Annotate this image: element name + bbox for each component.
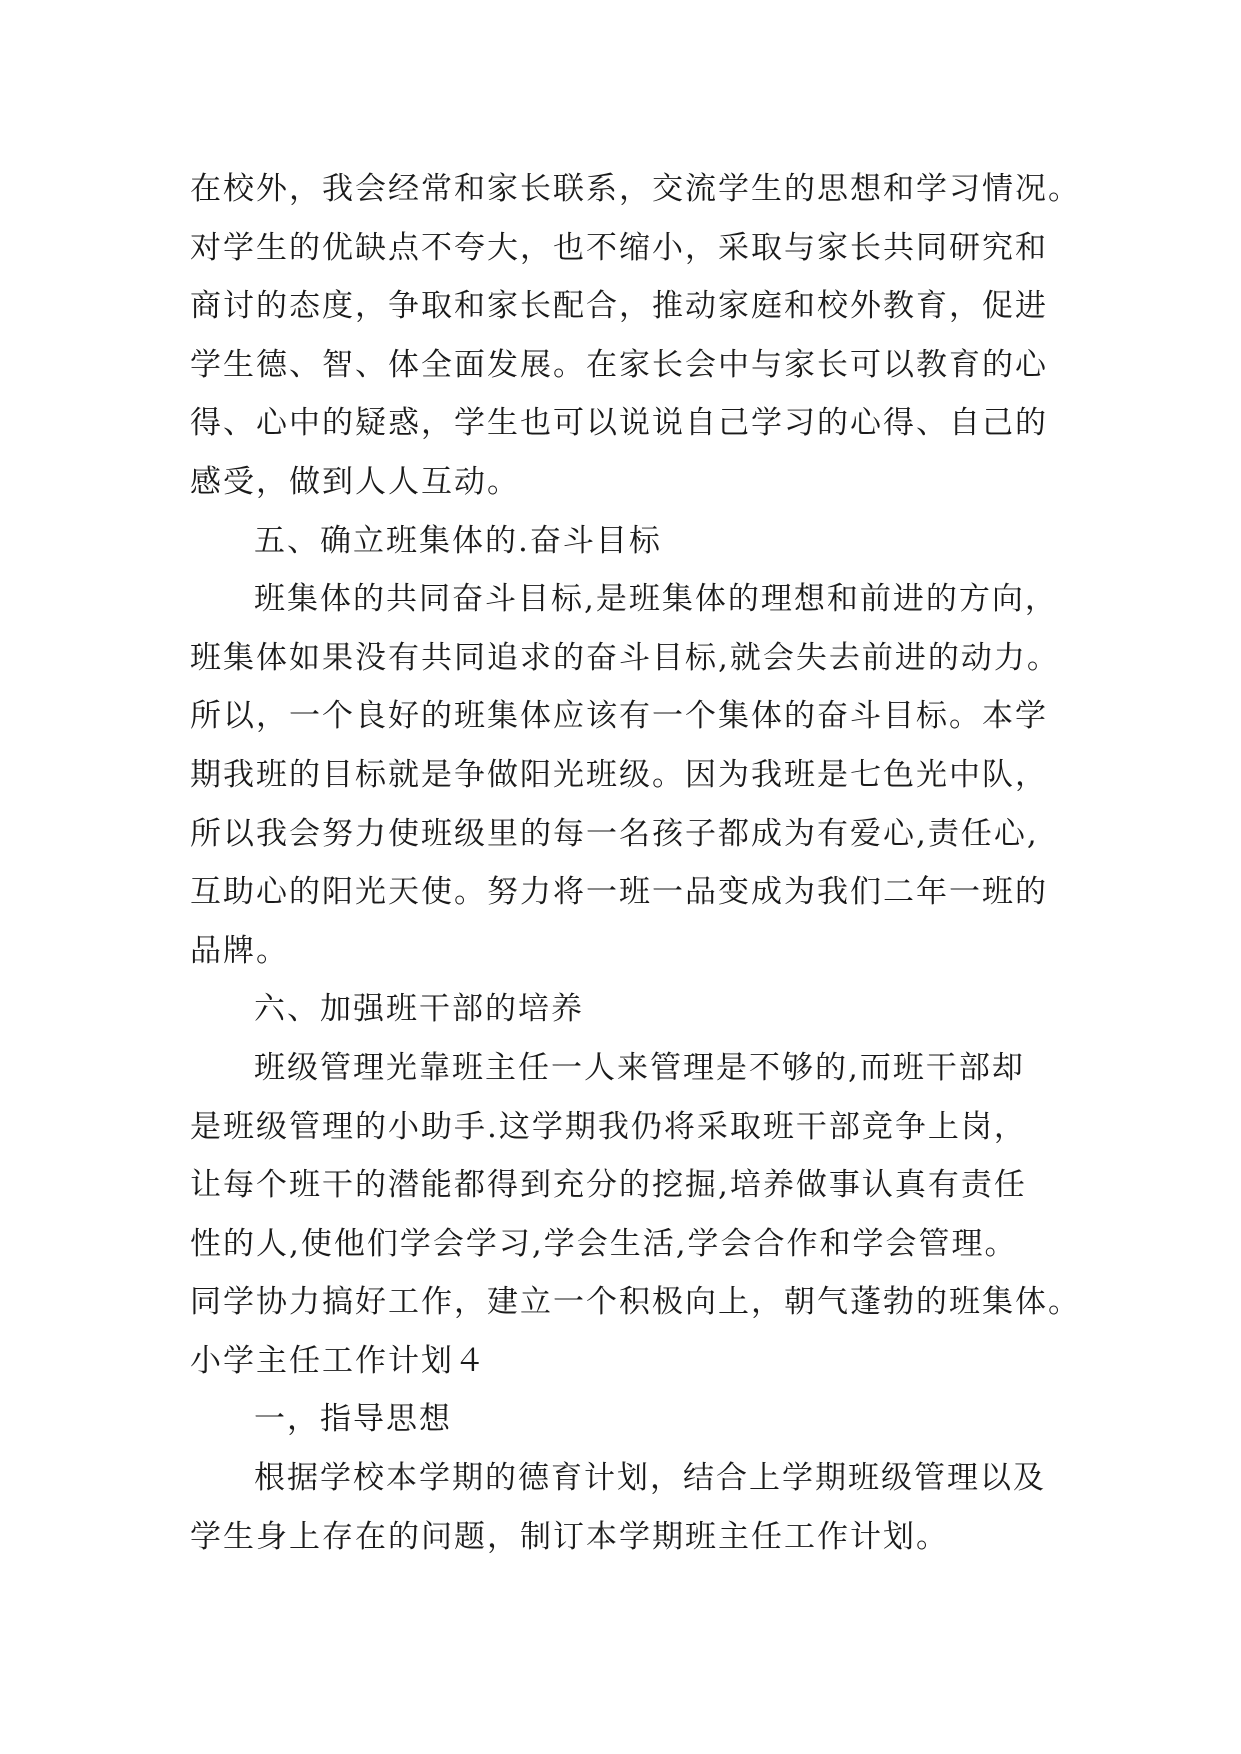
text-line: 学生德、智、体全面发展。在家长会中与家长可以教育的心 <box>190 346 1048 383</box>
text-line: 在校外，我会经常和家长联系，交流学生的思想和学习情况。 <box>190 171 1081 207</box>
text-line: 互助心的阳光天使。努力将一班一品变成为我们二年一班的 <box>190 874 1048 911</box>
section-heading-5: 五、确立班集体的.奋斗目标 <box>254 522 662 559</box>
text-line: 性的人,使他们学会学习,学会生活,学会合作和学会管理。 <box>190 1225 1018 1262</box>
text-line: 得、心中的疑惑，学生也可以说说自己学习的心得、自己的 <box>190 405 1048 442</box>
text-line: 所以我会努力使班级里的每一名孩子都成为有爱心,责任心, <box>190 815 1039 852</box>
section-heading-6: 六、加强班干部的培养 <box>254 991 584 1028</box>
text-line: 对学生的优缺点不夸大，也不缩小，采取与家长共同研究和 <box>190 229 1048 266</box>
section-heading-1: 一，指导思想 <box>254 1401 452 1438</box>
text-line: 同学协力搞好工作，建立一个积极向上，朝气蓬勃的班集体。 <box>190 1284 1081 1321</box>
text-line: 学生身上存在的问题，制订本学期班主任工作计划。 <box>190 1518 949 1555</box>
text-line: 班集体的共同奋斗目标,是班集体的理想和前进的方向， <box>254 581 1058 618</box>
text-line: 根据学校本学期的德育计划，结合上学期班级管理以及 <box>254 1460 1046 1497</box>
text-line: 所以，一个良好的班集体应该有一个集体的奋斗目标。本学 <box>190 698 1048 735</box>
text-line: 是班级管理的小助手.这学期我仍将采取班干部竞争上岗， <box>190 1108 1027 1145</box>
text-line: 品牌。 <box>190 932 289 969</box>
text-line: 班级管理光靠班主任一人来管理是不够的,而班干部却 <box>254 1049 1025 1086</box>
text-line: 感受，做到人人互动。 <box>190 463 520 500</box>
text-line: 让每个班干的潜能都得到充分的挖掘,培养做事认真有责任 <box>190 1167 1027 1204</box>
plan-title: 小学主任工作计划４ <box>190 1342 487 1379</box>
document-body <box>190 160 1081 1566</box>
text-line: 班集体如果没有共同追求的奋斗目标,就会失去前进的动力。 <box>190 639 1060 676</box>
text-line: 商讨的态度，争取和家长配合，推动家庭和校外教育，促进 <box>190 288 1048 325</box>
text-line: 期我班的目标就是争做阳光班级。因为我班是七色光中队， <box>190 756 1048 793</box>
